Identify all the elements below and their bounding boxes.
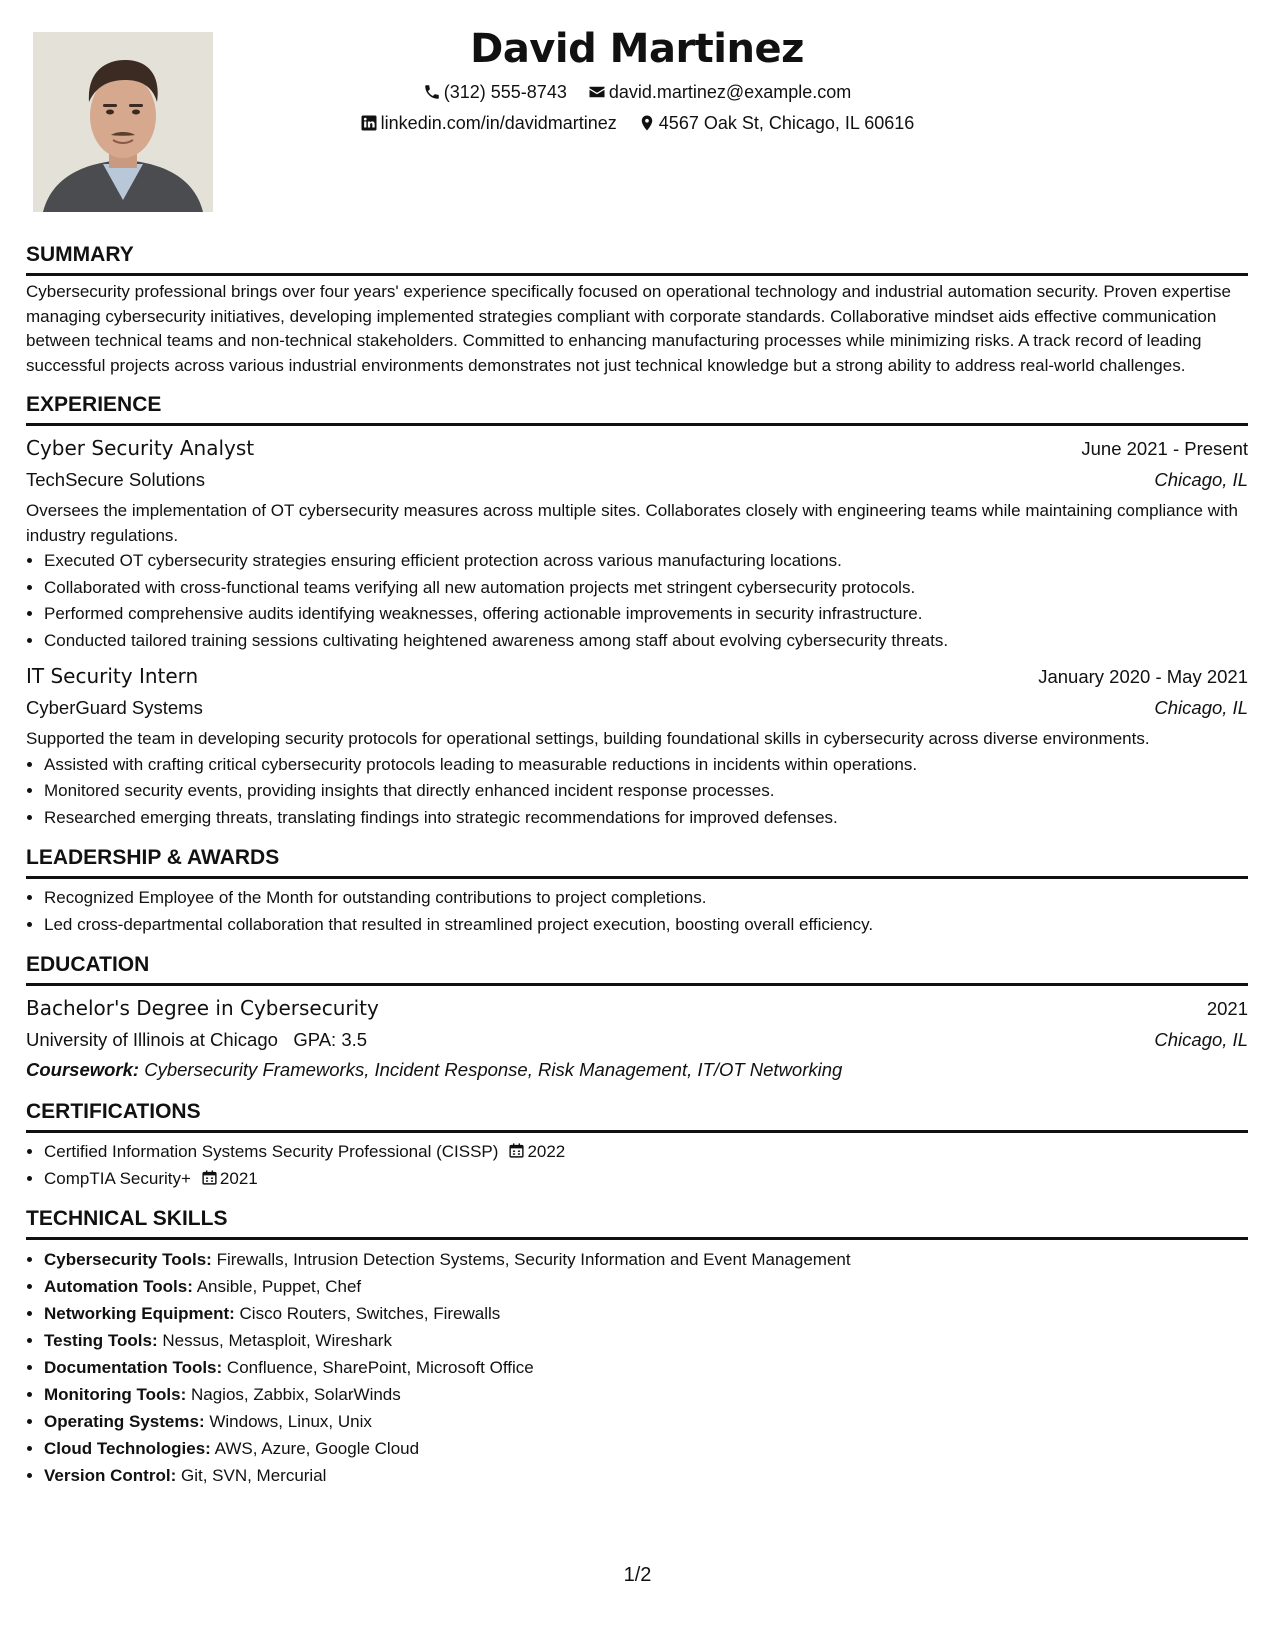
skill-label: Documentation Tools:: [44, 1358, 223, 1377]
job-entry: [26, 432, 1248, 654]
job-dates: January 2020 - May 2021: [1038, 666, 1248, 687]
job-company: CyberGuard Systems: [26, 697, 203, 718]
linkedin-text[interactable]: linkedin.com/in/davidmartinez: [380, 113, 617, 133]
job-bullet: • Researched emerging threats, translating findings into strategic recommendations for improved defenses.: [44, 805, 1248, 832]
calendar-icon: [508, 1142, 525, 1159]
skill-value: Firewalls, Intrusion Detection Systems, Security Information and Event Management: [216, 1250, 851, 1269]
skill-label: Networking Equipment:: [44, 1304, 235, 1323]
certifications-list: [26, 1139, 1248, 1192]
address-text: 4567 Oak St, Chicago, IL 60616: [658, 113, 915, 133]
skill-item: [44, 1327, 1248, 1354]
skills-list: [26, 1246, 1248, 1489]
certification-item: [44, 1139, 1248, 1166]
job-bullet: • Collaborated with cross-functional teams verifying all new automation projects met stringent cybersecurity protocols.: [44, 575, 1248, 602]
job-description: Supported the team in developing security protocols for operational settings, building foundational skills in cybersecurity across diverse environments.: [26, 729, 1150, 748]
certifications-heading: CERTIFICATIONS: [26, 1097, 1248, 1133]
skill-item: [44, 1435, 1248, 1462]
address-contact: [638, 111, 915, 135]
map-marker-icon: [638, 114, 656, 132]
job-company: TechSecure Solutions: [26, 469, 205, 490]
coursework-list: Cybersecurity Frameworks, Incident Response, Risk Management, IT/OT Networking: [144, 1059, 843, 1080]
job-bullets: [26, 752, 1248, 832]
skill-item: [44, 1300, 1248, 1327]
skill-label: Cybersecurity Tools:: [44, 1250, 212, 1269]
job-title: IT Security Intern: [26, 664, 199, 688]
certification-name: CompTIA Security+: [44, 1168, 191, 1188]
skill-value: Nagios, Zabbix, SolarWinds: [191, 1385, 401, 1404]
gpa: GPA: 3.5: [293, 1029, 368, 1050]
job-description: Oversees the implementation of OT cybersecurity measures across multiple sites. Collaborates closely with engineering teams while maintaining compliance with industry regulations.: [26, 501, 1238, 545]
certification-year: 2022: [527, 1142, 566, 1161]
envelope-icon: [588, 83, 606, 101]
skill-item: [44, 1462, 1248, 1489]
leadership-heading: LEADERSHIP & AWARDS: [26, 843, 1248, 879]
job-location: Chicago, IL: [1154, 697, 1248, 718]
education-entry: [26, 992, 1248, 1085]
resume-content: [26, 240, 1248, 1489]
contact-line-2: [26, 111, 1248, 138]
job-title: Cyber Security Analyst: [26, 436, 255, 460]
certification-item: [44, 1166, 1248, 1193]
school-line: [26, 1025, 367, 1055]
certification-year: 2021: [219, 1168, 258, 1188]
skill-value: Windows, Linux, Unix: [209, 1412, 372, 1431]
job-location: Chicago, IL: [1154, 469, 1248, 490]
graduation-year: 2021: [1206, 998, 1248, 1019]
phone-contact: [423, 80, 567, 104]
skill-item: [44, 1273, 1248, 1300]
skill-item: [44, 1246, 1248, 1273]
candidate-name: David Martinez: [470, 26, 804, 72]
experience-heading: EXPERIENCE: [26, 390, 1248, 426]
job-bullet: • Assisted with crafting critical cybersecurity protocols leading to measurable reductions in incidents within operations.: [44, 752, 1248, 779]
skill-label: Operating Systems:: [44, 1412, 205, 1431]
certification-name: Certified Information Systems Security Professional (CISSP): [44, 1142, 499, 1161]
job-bullet: • Executed OT cybersecurity strategies ensuring efficient protection across various manufacturing locations.: [44, 548, 1248, 575]
job-dates: June 2021 - Present: [1081, 438, 1248, 459]
skill-value: Ansible, Puppet, Chef: [196, 1277, 362, 1296]
summary-text: Cybersecurity professional brings over four years' experience specifically focused on operational technology and industrial automation security. Proven expertise managing cybersecurity initiatives, developing implemented strategies compliant with corporate standards. Collaborative mindset aids effective communication between technical teams and non-technical stakeholders. Committed to enhancing manufacturing processes while minimizing risks. A track record of leading successful projects across various industrial environments demonstrates not just technical knowledge but a strong ability to address real-world challenges.: [26, 282, 1231, 375]
coursework-label: Coursework:: [26, 1059, 140, 1080]
skill-value: Nessus, Metasploit, Wireshark: [162, 1331, 392, 1350]
calendar-icon: [201, 1169, 218, 1186]
skill-value: Git, SVN, Mercurial: [180, 1466, 327, 1485]
job-bullets: [26, 548, 1248, 654]
skills-heading: TECHNICAL SKILLS: [26, 1204, 1248, 1240]
job-entry: [26, 660, 1248, 831]
leadership-list: [26, 885, 1248, 938]
skill-value: AWS, Azure, Google Cloud: [214, 1439, 420, 1458]
page-number: 1/2: [623, 1564, 652, 1586]
phone-text: (312) 555-8743: [443, 82, 567, 102]
skill-item: [44, 1354, 1248, 1381]
education-heading: EDUCATION: [26, 950, 1248, 986]
job-bullet: • Performed comprehensive audits identifying weaknesses, offering actionable improvements in security infrastructure.: [44, 601, 1248, 628]
degree: Bachelor's Degree in Cybersecurity: [26, 996, 379, 1020]
skill-value: Confluence, SharePoint, Microsoft Office: [226, 1358, 534, 1377]
skill-label: Cloud Technologies:: [44, 1439, 211, 1458]
job-bullet: • Conducted tailored training sessions cultivating heightened awareness among staff about evolving cybersecurity threats.: [44, 628, 1248, 655]
phone-icon: [423, 83, 441, 101]
linkedin-contact[interactable]: [360, 111, 617, 135]
summary-heading: SUMMARY: [26, 240, 1248, 276]
skill-item: [44, 1381, 1248, 1408]
email-text[interactable]: david.martinez@example.com: [608, 82, 852, 102]
leadership-item: • Recognized Employee of the Month for outstanding contributions to project completions.: [44, 885, 1248, 912]
skill-label: Version Control:: [44, 1466, 177, 1485]
contact-line-1: [26, 80, 1248, 107]
skill-label: Testing Tools:: [44, 1331, 158, 1350]
email-contact[interactable]: [588, 80, 851, 104]
resume-header: [26, 22, 1248, 138]
leadership-item: • Led cross-departmental collaboration that resulted in streamlined project execution, boosting overall efficiency.: [44, 912, 1248, 939]
coursework-line: [26, 1055, 1248, 1085]
school-name: University of Illinois at Chicago: [26, 1029, 278, 1050]
skill-label: Monitoring Tools:: [44, 1385, 187, 1404]
school-location: Chicago, IL: [1154, 1029, 1248, 1050]
skill-label: Automation Tools:: [44, 1277, 193, 1296]
skill-item: [44, 1408, 1248, 1435]
linkedin-icon: [360, 114, 378, 132]
skill-value: Cisco Routers, Switches, Firewalls: [239, 1304, 501, 1323]
job-bullet: • Monitored security events, providing insights that directly enhanced incident response processes.: [44, 778, 1248, 805]
